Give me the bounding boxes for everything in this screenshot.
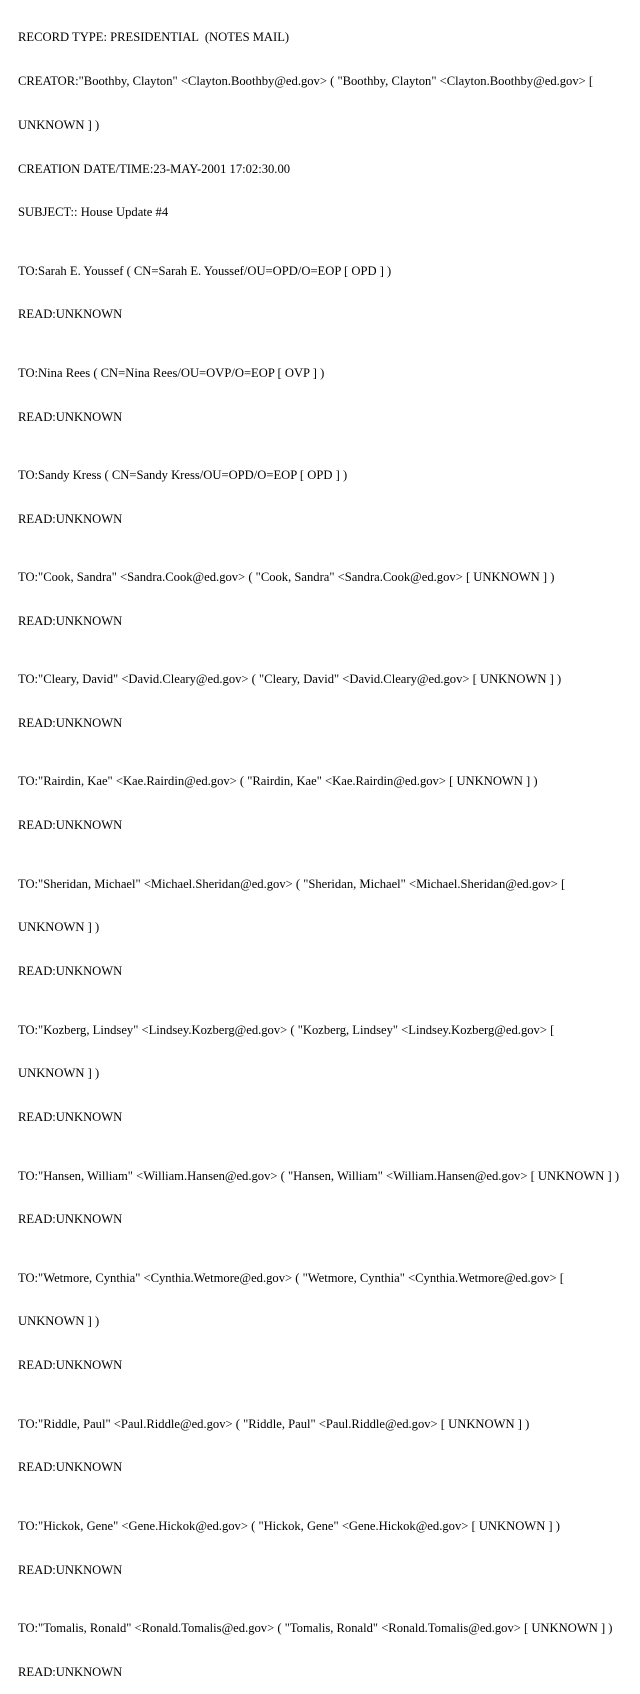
record-type-line: RECORD TYPE: PRESIDENTIAL (NOTES MAIL)	[18, 30, 290, 45]
recipient-to-line: TO:"Hickok, Gene" <Gene.Hickok@ed.gov> ( "Hickok, Gene" <Gene.Hickok@ed.gov> [ UNKNOWN ] )	[18, 1518, 560, 1533]
recipient-to-line-continued: UNKNOWN ] )	[18, 1314, 100, 1329]
recipient-to-line: TO:"Hansen, William" <William.Hansen@ed.gov> ( "Hansen, William" <William.Hansen@ed.gov> [ UNKNOWN ] )	[18, 1168, 620, 1183]
recipient-read-status: READ:UNKNOWN	[18, 1358, 123, 1373]
creator-line-continued: UNKNOWN ] )	[18, 117, 100, 132]
recipient-read-status: READ:UNKNOWN	[18, 613, 123, 628]
recipient-to-line: TO:"Riddle, Paul" <Paul.Riddle@ed.gov> ( "Riddle, Paul" <Paul.Riddle@ed.gov> [ UNKNOWN ] )	[18, 1416, 530, 1431]
recipient-read-status: READ:UNKNOWN	[18, 1562, 123, 1577]
recipient-to-line: TO:"Cleary, David" <David.Cleary@ed.gov> ( "Cleary, David" <David.Cleary@ed.gov> [ UNKNOWN ] )	[18, 672, 562, 687]
recipient-to-line: TO:"Wetmore, Cynthia" <Cynthia.Wetmore@ed.gov> ( "Wetmore, Cynthia" <Cynthia.Wetmore@ed.gov> [	[18, 1270, 564, 1285]
recipient-to-line: TO:"Kozberg, Lindsey" <Lindsey.Kozberg@ed.gov> ( "Kozberg, Lindsey" <Lindsey.Kozberg@ed.gov> [	[18, 1022, 555, 1037]
recipient-read-status: READ:UNKNOWN	[18, 1460, 123, 1475]
recipient-to-line-continued: UNKNOWN ] )	[18, 920, 100, 935]
recipient-read-status: READ:UNKNOWN	[18, 409, 123, 424]
recipient-read-status: READ:UNKNOWN	[18, 1664, 123, 1679]
recipient-to-line-continued: UNKNOWN ] )	[18, 1066, 100, 1081]
recipient-read-status: READ:UNKNOWN	[18, 1212, 123, 1227]
notes-mail-record	[18, 1, 630, 1694]
recipient-to-line: TO:Nina Rees ( CN=Nina Rees/OU=OVP/O=EOP [ OVP ] )	[18, 365, 325, 380]
recipient-read-status: READ:UNKNOWN	[18, 716, 123, 731]
subject-line: SUBJECT:: House Update #4	[18, 205, 169, 220]
recipient-read-status: READ:UNKNOWN	[18, 511, 123, 526]
recipient-to-line: TO:"Sheridan, Michael" <Michael.Sheridan@ed.gov> ( "Sheridan, Michael" <Michael.Sheridan@ed.gov> [	[18, 876, 566, 891]
recipient-to-line: TO:Sarah E. Youssef ( CN=Sarah E. Youssef/OU=OPD/O=EOP [ OPD ] )	[18, 263, 392, 278]
creation-datetime-line: CREATION DATE/TIME:23-MAY-2001 17:02:30.00	[18, 161, 291, 176]
recipient-to-line: TO:"Tomalis, Ronald" <Ronald.Tomalis@ed.gov> ( "Tomalis, Ronald" <Ronald.Tomalis@ed.gov> [ UNKNOWN ] )	[18, 1620, 613, 1635]
creator-line: CREATOR:"Boothby, Clayton" <Clayton.Boothby@ed.gov> ( "Boothby, Clayton" <Clayton.Boothby@ed.gov> [	[18, 73, 594, 88]
recipient-read-status: READ:UNKNOWN	[18, 964, 123, 979]
recipient-to-line: TO:"Cook, Sandra" <Sandra.Cook@ed.gov> ( "Cook, Sandra" <Sandra.Cook@ed.gov> [ UNKNOWN ] )	[18, 570, 555, 585]
recipient-to-line: TO:Sandy Kress ( CN=Sandy Kress/OU=OPD/O=EOP [ OPD ] )	[18, 468, 348, 482]
recipient-to-line: TO:"Rairdin, Kae" <Kae.Rairdin@ed.gov> ( "Rairdin, Kae" <Kae.Rairdin@ed.gov> [ UNKNOWN ] )	[18, 774, 538, 789]
recipient-read-status: READ:UNKNOWN	[18, 818, 123, 833]
recipient-read-status: READ:UNKNOWN	[18, 307, 123, 322]
recipient-read-status: READ:UNKNOWN	[18, 1110, 123, 1125]
